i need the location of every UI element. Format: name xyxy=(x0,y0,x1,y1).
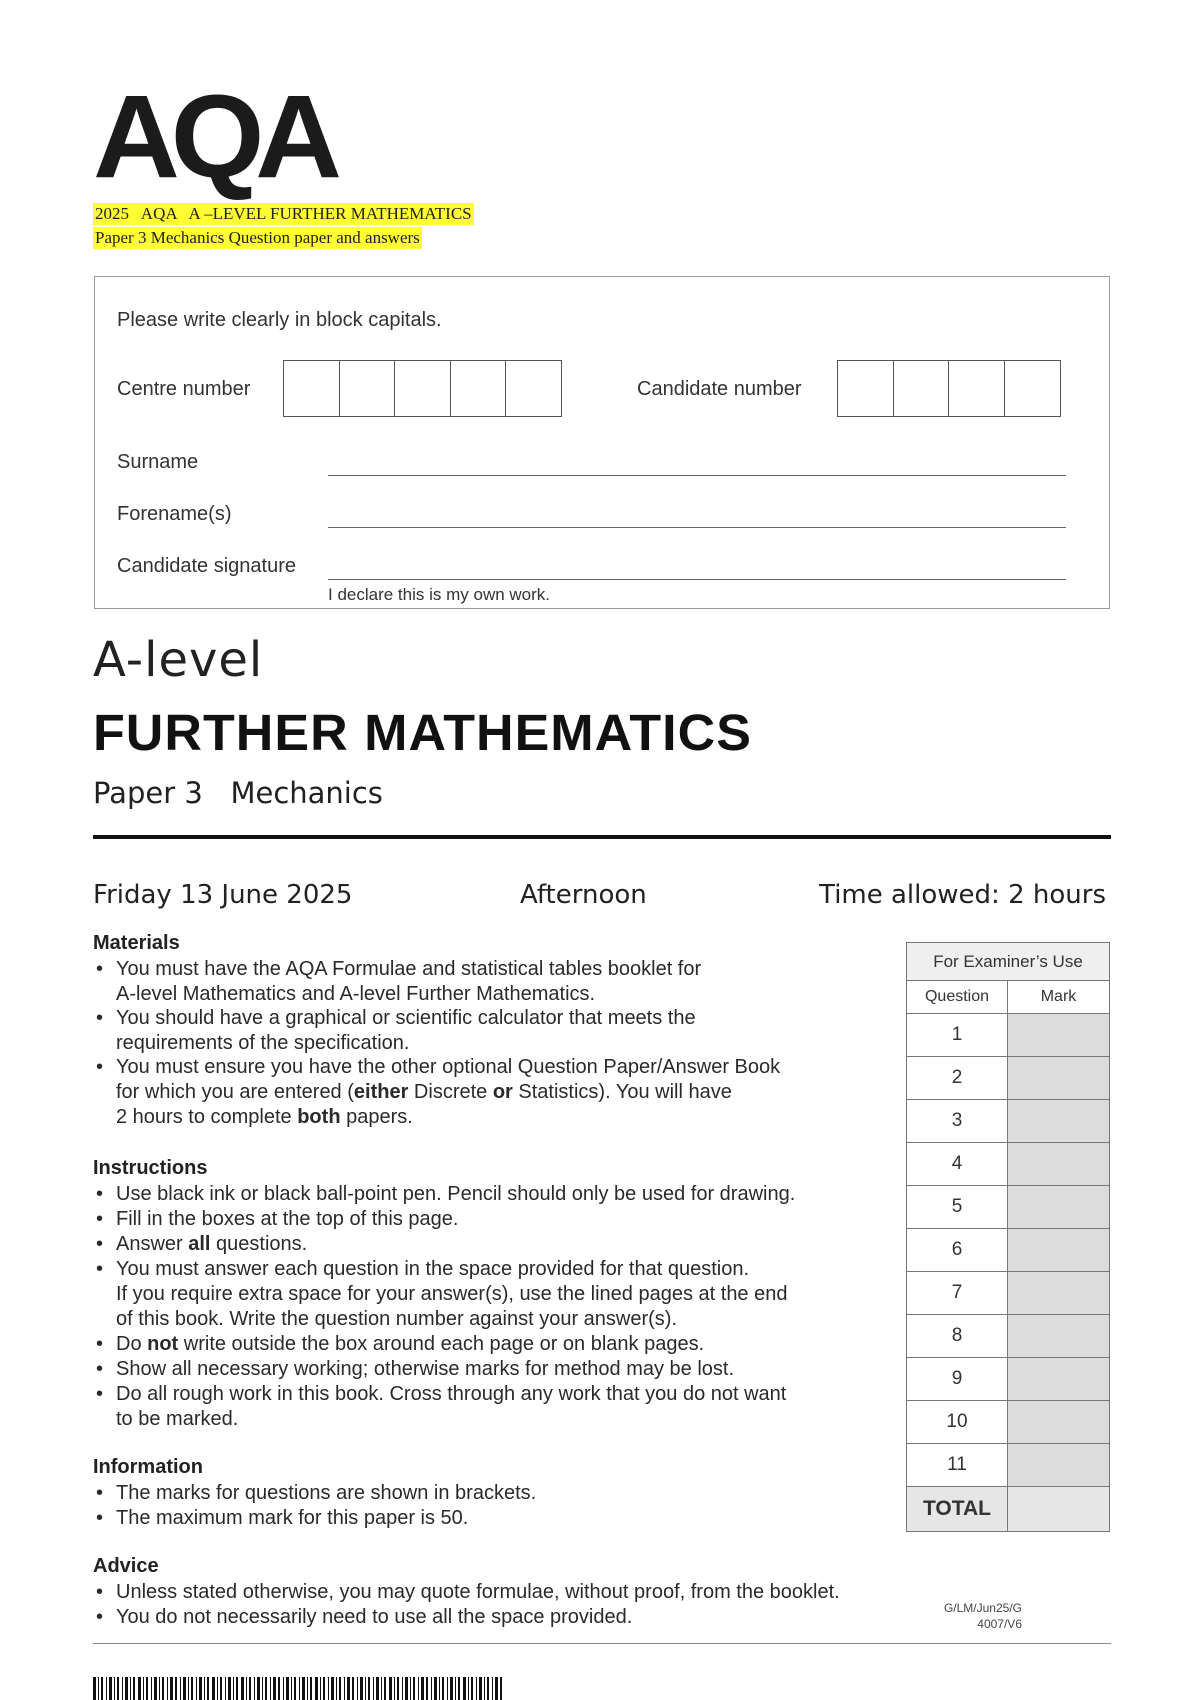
list-item: • You should have a graphical or scientific calculator that meets the requirements of the specification. xyxy=(116,1006,896,1056)
materials-3-line-1: You must ensure you have the other optional Question Paper/Answer Book xyxy=(116,1056,781,1078)
banner-line-2: Paper 3 Mechanics Question paper and answers xyxy=(95,228,420,247)
list-item: • Unless stated otherwise, you may quote formulae, without proof, from the booklet. xyxy=(96,1581,840,1603)
list-item: • The maximum mark for this paper is 50. xyxy=(96,1507,469,1529)
time-allowed: Time allowed: 2 hours xyxy=(819,880,1106,910)
question-number: 10 xyxy=(907,1401,1008,1444)
surname-field[interactable] xyxy=(328,475,1066,476)
materials-3-line-2: for which you are entered (either Discrete or Statistics). You will have xyxy=(116,1081,732,1103)
question-number: 1 xyxy=(907,1014,1008,1057)
list-item: • Answer all questions. xyxy=(96,1233,308,1255)
surname-label: Surname xyxy=(117,451,199,473)
mark-cell xyxy=(1008,1186,1110,1229)
question-number: 8 xyxy=(907,1315,1008,1358)
mark-cell xyxy=(1008,1315,1110,1358)
question-number: 4 xyxy=(907,1143,1008,1186)
examiner-use-table xyxy=(906,942,1110,1532)
question-number: 7 xyxy=(907,1272,1008,1315)
mark-cell xyxy=(1008,1100,1110,1143)
materials-heading: Materials xyxy=(93,932,180,954)
total-label: TOTAL xyxy=(907,1487,1008,1532)
question-number: 2 xyxy=(907,1057,1008,1100)
candidate-digit-box[interactable] xyxy=(837,360,894,417)
paper-title: Paper 3 Mechanics xyxy=(93,776,383,810)
signature-label: Candidate signature xyxy=(117,555,297,577)
instructions-heading: Instructions xyxy=(93,1157,208,1179)
declaration-text: I declare this is my own work. xyxy=(328,585,551,604)
mark-cell xyxy=(1008,1143,1110,1186)
signature-field[interactable] xyxy=(328,579,1066,580)
centre-digit-box[interactable] xyxy=(339,360,396,417)
candidate-digit-box[interactable] xyxy=(893,360,950,417)
mark-cell xyxy=(1008,1229,1110,1272)
subject-title: FURTHER MATHEMATICS xyxy=(93,704,752,761)
mark-cell xyxy=(1008,1358,1110,1401)
paper-reference: G/LM/Jun25/G 4007/V6 xyxy=(943,1601,1022,1631)
question-number: 6 xyxy=(907,1229,1008,1272)
examiner-table-title: For Examiner’s Use xyxy=(907,943,1110,981)
mark-cell xyxy=(1008,1444,1110,1487)
list-item: • Do not write outside the box around each page or on blank pages. xyxy=(96,1333,705,1355)
mark-cell xyxy=(1008,1014,1110,1057)
barcode xyxy=(93,1677,503,1700)
materials-3-line-3: 2 hours to complete both papers. xyxy=(116,1106,413,1128)
candidate-details-box xyxy=(94,276,1110,609)
list-item: • Fill in the boxes at the top of this page. xyxy=(96,1208,459,1230)
materials-1-line-1: You must have the AQA Formulae and statistical tables booklet for xyxy=(116,958,702,980)
aqa-logo: AQA xyxy=(93,71,333,203)
materials-1-line-2: A-level Mathematics and A-level Further Mathematics. xyxy=(116,983,596,1005)
exam-session: Afternoon xyxy=(520,880,647,910)
materials-2-line-1: You should have a graphical or scientific calculator that meets the xyxy=(116,1007,696,1029)
centre-digit-box[interactable] xyxy=(450,360,507,417)
question-column-header: Question xyxy=(907,981,1008,1014)
mark-cell xyxy=(1008,1272,1110,1315)
advice-heading: Advice xyxy=(93,1555,159,1577)
list-item: • You must ensure you have the other optional Question Paper/Answer Book for which you are entered (either Discrete or Statistics). You will have 2 hours to complete both papers. xyxy=(116,1055,896,1130)
mark-cell xyxy=(1008,1057,1110,1100)
list-item: • You must have the AQA Formulae and statistical tables booklet for A-level Mathematics and A-level Further Mathematics. xyxy=(116,957,896,1007)
list-item: • Do all rough work in this book. Cross through any work that you do not want to be marked. xyxy=(96,1383,787,1430)
banner-line-1: 2025 AQA A –LEVEL FURTHER MATHEMATICS xyxy=(95,204,472,223)
centre-digit-box[interactable] xyxy=(505,360,562,417)
candidate-digit-box[interactable] xyxy=(948,360,1005,417)
list-item: • You do not necessarily need to use all the space provided. xyxy=(96,1606,633,1628)
forenames-label: Forename(s) xyxy=(117,503,232,525)
level-title: A-level xyxy=(93,632,264,688)
block-capitals-instruction: Please write clearly in block capitals. xyxy=(117,309,442,331)
exam-date: Friday 13 June 2025 xyxy=(93,880,353,910)
list-item: • Show all necessary working; otherwise marks for method may be lost. xyxy=(96,1358,735,1380)
question-number: 5 xyxy=(907,1186,1008,1229)
question-number: 9 xyxy=(907,1358,1008,1401)
materials-2-line-2: requirements of the specification. xyxy=(116,1032,410,1054)
mark-cell xyxy=(1008,1401,1110,1444)
title-divider xyxy=(93,835,1111,839)
list-item: • Use black ink or black ball-point pen. Pencil should only be used for drawing. xyxy=(96,1183,796,1205)
question-number: 11 xyxy=(907,1444,1008,1487)
candidate-digit-box[interactable] xyxy=(1004,360,1061,417)
list-item: • You must answer each question in the space provided for that question. If you require extra space for your answer(s), use the lined pages at the end of this book. Write the question number against your answer(s). xyxy=(96,1258,788,1330)
footer-divider xyxy=(93,1643,1111,1644)
information-heading: Information xyxy=(93,1456,203,1478)
forenames-field[interactable] xyxy=(328,527,1066,528)
centre-digit-box[interactable] xyxy=(394,360,451,417)
mark-column-header: Mark xyxy=(1008,981,1110,1014)
candidate-number-field[interactable] xyxy=(837,360,1061,417)
question-number: 3 xyxy=(907,1100,1008,1143)
total-mark-cell xyxy=(1008,1487,1110,1532)
centre-number-field[interactable] xyxy=(283,360,562,417)
list-item: • The marks for questions are shown in brackets. xyxy=(96,1482,537,1504)
centre-number-label: Centre number xyxy=(117,378,251,400)
centre-digit-box[interactable] xyxy=(283,360,340,417)
candidate-number-label: Candidate number xyxy=(637,378,802,400)
